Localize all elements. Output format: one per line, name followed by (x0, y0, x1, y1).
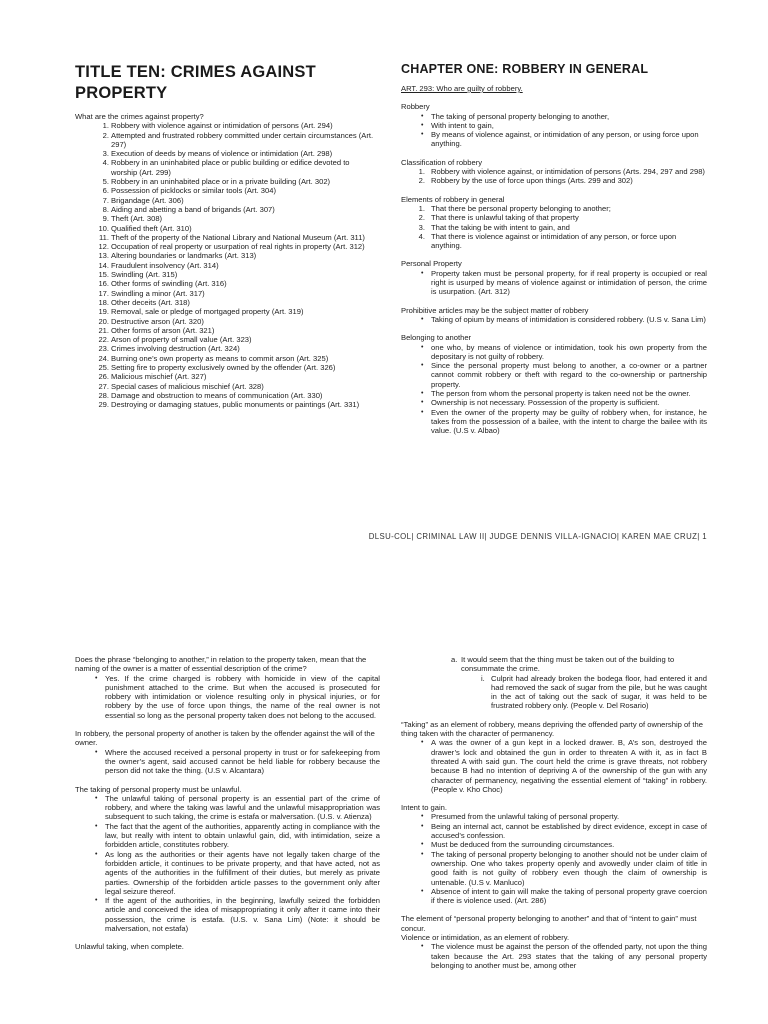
list-number: 1. (418, 167, 425, 177)
bullet-item (401, 942, 707, 970)
bullet-item (401, 738, 707, 794)
list-item (75, 326, 375, 335)
question-belonging-to-another: Does the phrase “belonging to another,” in relation to the property taken, mean that the naming of the owner is a matter of essential description of the crime? (75, 655, 367, 674)
taken-against-will-list (75, 748, 380, 776)
list-number: 7. (102, 195, 109, 205)
page2-right-column (401, 655, 707, 970)
list-item (75, 317, 375, 326)
page1-right-column (401, 62, 707, 436)
list-item (401, 223, 707, 232)
list-item (401, 167, 707, 176)
bullet-item (401, 389, 707, 398)
classification-list (401, 167, 707, 186)
personal-property-heading: Personal Property (401, 259, 462, 269)
bullet-text: Absence of intent to gain will make the taking of personal property grave coercion if there is violence used. (Art. 286) (431, 886, 707, 906)
list-number: 4. (418, 231, 425, 241)
list-item-text: That the taking be with intent to gain, and (431, 222, 570, 232)
list-number: 11. (99, 232, 109, 242)
bullet-item (401, 398, 707, 407)
belonging-heading: Belonging to another (401, 333, 472, 343)
list-item-text: Other forms of swindling (Art. 316) (111, 279, 227, 289)
bullet-item (401, 840, 707, 849)
bullet-icon: • (95, 794, 98, 802)
list-number: 8. (102, 204, 109, 214)
list-item-text: Robbery with violence against, or intimidation of persons (Arts. 294, 297 and 298) (431, 167, 705, 177)
list-number: 26. (98, 372, 109, 382)
list-item-text: Possession of picklocks or similar tools (Art. 304) (111, 186, 277, 196)
sub-item-i-list (401, 674, 707, 711)
chapter-one-heading: CHAPTER ONE: ROBBERY IN GENERAL (401, 62, 649, 76)
bullet-text: Being an internal act, cannot be established by direct evidence, except in case of accused’s confession. (431, 821, 707, 841)
elements-heading: Elements of robbery in general (401, 194, 505, 204)
article-293-heading: ART. 293: Who are guilty of robbery. (401, 84, 523, 93)
sub-item-i (401, 674, 707, 711)
list-item-text: Qualified theft (Art. 310) (111, 223, 192, 233)
belonging-to-another-list (401, 343, 707, 436)
bullet-text: A was the owner of a gun kept in a locked drawer. B, A’s son, destroyed the drawer’s lock and obtained the gun in order to threaten A with it, as in fact B threated A with said gun. The court held the crime is grave threats, not robbery because B had no intention of depriving A of the ownership of the gun with any character of permanency, negativing the essential element of “taking” in robbery. (People v. Kho Choc) (431, 738, 707, 794)
bullet-item (401, 343, 707, 362)
list-item (75, 205, 375, 214)
bullet-icon: • (421, 362, 424, 370)
list-number: 2. (102, 130, 109, 140)
bullet-icon: • (95, 822, 98, 830)
bullet-icon: • (421, 121, 424, 129)
robbery-definition-list (401, 112, 707, 149)
unlawful-taking-list (75, 794, 380, 933)
list-item-text: Burning one’s own property as means to commit arson (Art. 325) (111, 353, 329, 363)
list-item (75, 196, 375, 205)
bullet-icon: • (421, 850, 424, 858)
bullet-icon: • (95, 850, 98, 858)
list-number: 6. (102, 186, 109, 196)
list-number: 9. (102, 214, 109, 224)
list-number: 24. (98, 353, 109, 363)
crimes-question: What are the crimes against property? (75, 112, 204, 121)
list-number: 22. (98, 335, 109, 345)
list-number: 13. (98, 251, 109, 261)
bullet-icon: • (421, 399, 424, 407)
list-item (75, 354, 375, 363)
list-item (75, 186, 375, 195)
bullet-item (401, 130, 707, 149)
list-item-text: Brigandage (Art. 306) (111, 195, 184, 205)
bullet-icon: • (421, 739, 424, 747)
bullet-text: Even the owner of the property may be guilty of robbery when, for instance, he takes from the possession of a bailee, with the intent to charge the bailee with its value. (U.S v. Albao) (431, 407, 707, 436)
list-item-text: Swindling a minor (Art. 317) (111, 288, 205, 298)
bullet-item (401, 315, 707, 324)
list-item (75, 279, 375, 288)
list-number: 4. (102, 158, 109, 168)
bullet-text: The person from whom the personal property is taken need not be the owner. (431, 389, 691, 399)
bullet-item (75, 822, 380, 850)
list-number: 2. (418, 176, 425, 186)
crimes-against-property-list (75, 121, 375, 409)
list-item-text: Robbery with violence against or intimidation of persons (Art. 294) (111, 121, 333, 131)
list-item-text: Theft (Art. 308) (111, 214, 163, 224)
violence-list (401, 942, 707, 970)
bullet-text: Since the personal property must belong to another, a co-owner or a partner cannot commit robbery or theft with regard to the co-ownership or partnership property. (431, 361, 707, 389)
bullet-item (75, 896, 380, 933)
list-item-text: Execution of deeds by means of violence or intimidation (Art. 298) (111, 149, 333, 159)
list-number: 19. (98, 307, 109, 317)
list-item (75, 158, 375, 177)
list-item (75, 242, 375, 251)
page2-left-column (75, 655, 380, 952)
list-number: 21. (98, 325, 109, 335)
bullet-item (75, 674, 380, 720)
taking-element-list (401, 738, 707, 794)
bullet-item (401, 408, 707, 436)
bullet-text: Property taken must be personal property, for if real property is occupied or real right is usurped by means of violence against or intimidation of person, the crime is usurpation. (Art. 312) (431, 268, 707, 297)
bullet-item (401, 850, 707, 887)
list-item-text: That there is violence against or intimidation of any person, or force upon anything. (431, 231, 677, 251)
bullet-text: Must be deduced from the surrounding circumstances. (431, 840, 615, 850)
bullet-item (401, 269, 707, 297)
list-item (75, 149, 375, 158)
bullet-icon: • (421, 822, 424, 830)
list-number: 17. (98, 288, 109, 298)
bullet-item (401, 887, 707, 906)
sub-item-i-marker: i. (481, 673, 485, 683)
list-item-text: That there is unlawful taking of that property (431, 213, 579, 223)
list-number: 15. (98, 270, 109, 280)
list-item (401, 213, 707, 222)
list-number: 28. (98, 390, 109, 400)
list-item-text: Robbery in an uninhabited place or in a private building (Art. 302) (111, 177, 331, 187)
bullet-item (401, 822, 707, 841)
list-item (75, 298, 375, 307)
list-item-text: That there be personal property belonging to another; (431, 203, 611, 213)
list-item-text: Fraudulent insolvency (Art. 314) (111, 260, 219, 270)
list-item (75, 289, 375, 298)
list-item-text: Aiding and abetting a band of brigands (Art. 307) (111, 204, 275, 214)
list-item-text: Robbery in an uninhabited place or public building or edifice devoted to worship (Art. 299) (111, 158, 350, 177)
unlawful-taking-complete-heading: Unlawful taking, when complete. (75, 942, 184, 952)
bullet-icon: • (421, 408, 424, 416)
list-item (401, 204, 707, 213)
page-footer: DLSU-COL| CRIMINAL LAW II| JUDGE DENNIS VILLA-IGNACIO| KAREN MAE CRUZ| 1 (368, 532, 707, 541)
list-number: 5. (102, 177, 109, 187)
classification-heading: Classification of robbery (401, 157, 483, 167)
bullet-text: The violence must be against the person of the offended party, not upon the thing taken because the Art. 293 states that the taking of any personal property belonging to another must be, among other (431, 942, 707, 970)
list-item (75, 270, 375, 279)
elements-concur-text: The element of “personal property belonging to another” and that of “intent to gain” must concur. (401, 914, 697, 933)
list-number: 2. (418, 213, 425, 223)
bullet-text: one who, by means of violence or intimidation, took his own property from the depositary is not guilty of robbery. (431, 342, 707, 361)
bullet-text: The taking of personal property belonging to another should not be under claim of ownership. One who takes property openly and avowedly under claim of title in good faith is not guilty of robbery even though the claim of ownership is untenable. (U.S v. Manluco) (431, 849, 707, 887)
bullet-item (401, 812, 707, 821)
prohibitive-articles-heading: Prohibitive articles may be the subject matter of robbery (401, 305, 589, 315)
bullet-icon: • (95, 748, 98, 756)
list-item-text: Other forms of arson (Art. 321) (111, 325, 215, 335)
bullet-icon: • (421, 343, 424, 351)
bullet-item (75, 748, 380, 776)
list-item (75, 261, 375, 270)
bullet-text: With intent to gain, (431, 120, 494, 130)
list-number: 27. (98, 381, 109, 391)
list-item (75, 131, 375, 150)
list-item (75, 121, 375, 130)
list-number: 3. (418, 222, 425, 232)
list-item-text: Occupation of real property or usurpation of real rights in property (Art. 312) (111, 242, 365, 252)
bullet-icon: • (421, 943, 424, 951)
bullet-text: Ownership is not necessary. Possession of the property is sufficient. (431, 398, 660, 408)
bullet-text: Where the accused received a personal property in trust or for safekeeping from the owner’s agent, said accused cannot be held liable for robbery because the person did not take the thing. (U.S v. Alcantara) (105, 747, 380, 776)
list-item (75, 251, 375, 260)
intent-to-gain-heading: Intent to gain. (401, 803, 448, 813)
prohibitive-articles-list (401, 315, 707, 324)
list-item-text: Arson of property of small value (Art. 323) (111, 335, 252, 345)
list-item-text: Altering boundaries or landmarks (Art. 313) (111, 251, 257, 261)
bullet-text: The fact that the agent of the authorities, apparently acting in compliance with the law, but really with intent to obtain unlawful gain, did, with intimidation, seize a forbidden article, constitutes robbery. (105, 821, 380, 850)
sub-item-a (401, 655, 707, 674)
list-number: 1. (418, 203, 425, 213)
list-number: 3. (102, 149, 109, 159)
list-number: 18. (98, 297, 109, 307)
list-item-text: Removal, sale or pledge of mortgaged property (Art. 319) (111, 307, 304, 317)
list-item (75, 400, 375, 409)
list-item (401, 176, 707, 185)
list-item-text: Other deceits (Art. 318) (111, 297, 190, 307)
bullet-text: As long as the authorities or their agents have not legally taken charge of the forbidden article, it continues to be private property, and that have acted, not as agents of the authorities in the fulfillment of their duties, but merely as private parties. Ownership of the forbidden article passes to the government only after legal seizure thereof. (105, 849, 380, 896)
list-item (75, 391, 375, 400)
taken-against-will-heading: In robbery, the personal property of another is taken by the offender against the will of the owner. (75, 729, 375, 748)
list-number: 12. (98, 242, 109, 252)
page-gap (0, 560, 768, 630)
list-item-text: Crimes involving destruction (Art. 324) (111, 344, 240, 354)
page1-left-column (75, 62, 375, 410)
bullet-icon: • (95, 674, 98, 682)
list-item (75, 307, 375, 316)
taking-element-heading: “Taking” as an element of robbery, means depriving the offended party of ownership of the thing taken with the character of permanency. (401, 719, 703, 739)
list-number: 10. (98, 223, 109, 233)
list-item-text: Destroying or damaging statues, public monuments or paintings (Art. 331) (111, 400, 360, 410)
bullet-icon: • (421, 269, 424, 277)
intent-to-gain-list (401, 812, 707, 905)
list-number: 16. (98, 279, 109, 289)
list-item-text: Robbery by the use of force upon things (Arts. 299 and 302) (431, 176, 633, 186)
bullet-text: The taking of personal property belonging to another, (431, 111, 610, 121)
bullet-icon: • (421, 131, 424, 139)
list-number: 1. (102, 121, 109, 131)
bullet-item (401, 112, 707, 121)
list-item-text: Destructive arson (Art. 320) (111, 316, 204, 326)
list-item-text: Malicious mischief (Art. 327) (111, 372, 207, 382)
list-number: 14. (98, 260, 109, 270)
list-item-text: Damage and obstruction to means of communication (Art. 330) (111, 390, 323, 400)
list-item-text: Swindling (Art. 315) (111, 270, 178, 280)
bullet-text: Yes. If the crime charged is robbery with homicide in view of the capital punishment attached to the crime. But when the accused is prosecuted for robbery with intimidation or violence resulting only in physical injuries, or for robbery by the use of force upon things, the name of the real owner is not essential so long as the personal property taken does not belong to the accused. (105, 673, 380, 720)
robbery-heading: Robbery (401, 102, 430, 112)
list-item-text: Special cases of malicious mischief (Art. 328) (111, 381, 264, 391)
sub-item-a-list (401, 655, 707, 674)
unlawful-taking-heading: The taking of personal property must be unlawful. (75, 784, 242, 794)
bullet-icon: • (421, 315, 424, 323)
bullet-text: Taking of opium by means of intimidation is considered robbery. (U.S v. Sana Lim) (431, 314, 706, 324)
list-item (75, 363, 375, 372)
personal-property-list (401, 269, 707, 297)
list-item (75, 233, 375, 242)
bullet-item (75, 850, 380, 896)
question-belonging-answers (75, 674, 380, 720)
elements-list (401, 204, 707, 250)
bullet-text: By means of violence against, or intimidation of any person, or using force upon anything. (431, 130, 699, 149)
bullet-icon: • (421, 112, 424, 120)
bullet-text: The unlawful taking of personal property is an essential part of the crime of robbery, and where the taking was lawful and the unlawful misappropriation was subsequent to such taking, the crime is estafa or malversation. (U.S. v. Atienza) (105, 793, 380, 822)
list-number: 25. (98, 363, 109, 373)
violence-heading: Violence or intimidation, as an element of robbery. (401, 933, 570, 943)
list-item-text: Theft of the property of the National Library and National Museum (Art. 311) (111, 232, 365, 242)
bullet-item (401, 121, 707, 130)
title-ten-heading: TITLE TEN: CRIMES AGAINST PROPERTY (75, 63, 316, 102)
list-item-text: Setting fire to property exclusively owned by the offender (Art. 326) (111, 363, 336, 373)
sub-item-a-text: It would seem that the thing must be taken out of the building to consummate the crime. (461, 655, 675, 674)
bullet-item (401, 361, 707, 389)
list-number: 23. (98, 344, 109, 354)
bullet-icon: • (421, 813, 424, 821)
bullet-text: Presumed from the unlawful taking of personal property. (431, 812, 620, 822)
bullet-text: If the agent of the authorities, in the beginning, lawfully seized the forbidden article and conceived the idea of misappropriating it only after it came into their possession, the crime is estafa. (U.S. v. Sana Lim) (Note: it should be malversation, not estafa) (105, 896, 380, 934)
bullet-icon: • (95, 897, 98, 905)
list-number: 20. (98, 316, 109, 326)
list-number: 29. (98, 400, 109, 410)
bullet-icon: • (421, 841, 424, 849)
sub-item-a-marker: a. (451, 655, 458, 664)
list-item-text: Attempted and frustrated robbery committed under certain circumstances (Art. 297) (111, 130, 374, 149)
list-item (75, 335, 375, 344)
list-item (75, 344, 375, 353)
bullet-icon: • (421, 390, 424, 398)
list-item (401, 232, 707, 251)
list-item (75, 372, 375, 381)
list-item (75, 224, 375, 233)
sub-item-i-text: Culprit had already broken the bodega floor, had entered it and had removed the sack of sugar from the pile, but he was caught in the act of taking out the sack of sugar, it was held to be frustrated robbery only. (People v. Del Rosario) (491, 673, 707, 711)
list-item (75, 177, 375, 186)
bullet-item (75, 794, 380, 822)
list-item (75, 214, 375, 223)
bullet-icon: • (421, 887, 424, 895)
list-item (75, 382, 375, 391)
